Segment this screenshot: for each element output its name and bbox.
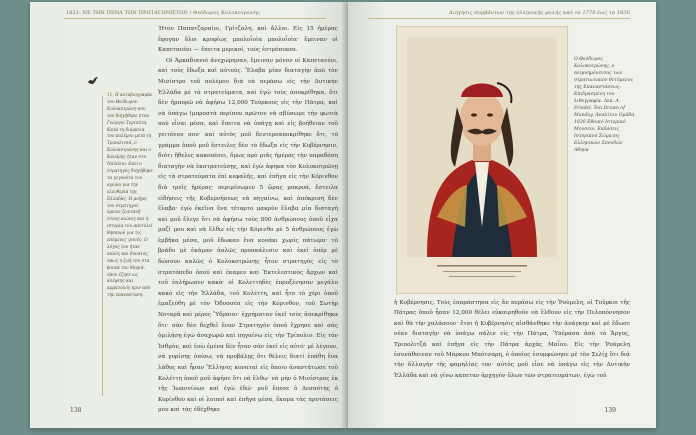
right-page <box>348 2 656 428</box>
page-number: 138 <box>70 407 82 414</box>
paragraph: Ήτον Παπατζαραίοι, Γρίτζαλη, καὶ ἄλλοι. Εἰς 15 ἡμέρας ἔφυγαν ὅλοι κρυφίως μπολοΐοὶα μπολοΐοὶα· ἔμειναν οἱ Καπετανέοι — ἔπειτα μερικοί, τοὺς ἐντρόπιασα. <box>158 26 338 54</box>
sidebar-rule <box>102 96 103 396</box>
paragraph: ἡ Κυβέρνησις. Τοὺς ἐπαράστησα εἰς ἄν περάσω εἰς τὴν Ῥούμελη, οἱ Τοῦρκοι τῆς Πάτρας ὁποῦ ἦσαν 12,000 θέλει εὐκαιρηθοῦν νὰ ἔλθουν εἰς τὴν Πελοπόννησον καὶ θὰ τὴν χαλάσουν· ἔτσι ἡ Κυβέρνησις αἰσθάνθηκε τὴν ἀνάγκην καὶ μὲ ἔδωσε νέαν διαταγὴν νὰ ὑπάγω πάλιν εἰς τὴν Πάτρα, Ὑπέρασα ἀπὸ τὸ Ἄργος, Τριπολιτζά καὶ ἐπῆγα εἰς τὴν Πάτρα ἀρχὰς Μαΐου. Εἰς τὴν Ῥούμελη ἐσυνάθαιναν τοῦ Μάρκου Μπότσαρη, ὁ ὁποῖος ἐσυμφώνησε μὲ τὸν Σελίχ ὅτι διὰ τὴν ἄλλαγὴν τῆς φαμηλίας τον· αὐτὸς μοῦ εἶπε νὰ ὑπάγω εἰς τὴν Δυτικὴν Ἑλλάδα καὶ νὰ γίνω καπεταν ἀρχηγὸν ὅλων τῶν στρατευμάτων, ἐγὼ τοῦ <box>394 300 630 379</box>
right-body-text <box>394 298 630 381</box>
open-book <box>30 0 670 432</box>
left-page <box>30 2 346 428</box>
caption-number: 11. <box>107 92 114 97</box>
side-caption <box>107 92 153 404</box>
left-body-text <box>158 24 338 416</box>
header-rule <box>368 18 630 19</box>
header-rule <box>64 18 326 19</box>
running-head: Διηγησις συμβάντων της ελληνικής φυλής από τα 1770 έως τα 1836 <box>449 10 630 16</box>
paragraph: Οἱ Ἀρκαδιανοὶ ἀνεχώρησαν, ἔμειναν μόνον οἱ Καπετανέοι, καὶ τοὺς ἔδωξα καὶ αὐτούς. Ἔλαβα μίαν διαταγὴν ἀπὸ τὸν Μινίστρο τοῦ πολέμου διὰ νὰ περάσω εἰς τὴν Δυτικὴν Ἑλλάδα μὲ τὰ στρατεύματα, καὶ ἐγὼ τοὺς ἀποκρίθηκα, ὅτι δὲν ἠμπορῶ νὰ ἀφήσω 12,000 Τούρκους εἰς τὴν Πάτρα, καὶ νὰ ὑπάγω (μπροστὰ περίπου πρῶτον νὰ σβύσωμε τὴν φωτιὰ ποὺ εἶναι μέσα, καὶ ἔπειτα νὰ ὑπάγῃ καὶ εἰς βοήθειαν τοῦ γειτόνου σου· καὶ αὐτὸς μοῦ δευτεροαποκρίθηκε ὅτι, τὸ γράμμα ὁποῦ μοῦ ἔστειλες δὲν τὸ ἔδωξα εἰς τὴν Κυβέρνησιν, διότι ἤθελες κακοπέσει, ὅμως πρὸ μιᾶς ἡμέρας τὴν παραδόση διαταγὴν νὰ ἐκστρατεύσῃς, καὶ ἐγὼ ἀφηκα τὸν Κολοκοτρῶνῃ εἰς τὰ στρατεύματα ἐπὶ κεφαλῆς, καὶ ἐπῆγα εἰς τὴν Κόρινθον διὰ τρεῖς ἡμέρας· περιμένωμεν 5 ὥρας μακρυά, ἔστειλα εἰδήσεις τῆς Κυβερνήσεως νὰ πηγαίνω, καὶ ἀπόκριση δὲν ἔλαβα· ἐγὼ ἐκεῖνα ἔνα τέταρτο μακρὺν ἔλαβα μία διαταγὴ καὶ μοῦ ἔλεγε ὅτι νὰ ἀφήσω τοὺς 800 ἀνθρώπους ὁποῦ εἶχα μαζί μου καὶ νὰ ἔλθω εἰς τὴν Κόρινθο μὲ 5 ἀνθρώπους ἐγὼ ἐμβῆκα μέσα, μοῦ ἔδωκαν ἕνα κονάκι χωρὶς πάτωμα· τὸ βράδυ μὲ ἐκάμαν ἀπλῶς προσκάλεσιν καὶ ἐκεῖ ὁπὲρ μὲ δώσουν καλῶς ὁ Κολοκοτρώνης ἦτον στρατηγὸς εἰς τὸ στρατόπεδο ὁπού καὶ ἐκαμεν καὶ Ἐκτελεστικὸς ἄρχων καὶ τοῦ ἐπλήρωσεν κακὰ· οἱ Κολεττηδὲς ἐπροξένησαν μεγάλο κακὸ εἰς τὴν Ἑλλάδα, τοῦ Κολέττη, καὶ ἦτο τὸ χέρι ὁποῦ ἐμαζεύθη μὲ τὸν Ὀδυσσέα εἰς τὴν Κόρινθον, τοῦ Σωτὴρ Νοταρᾶ καὶ μέρος Ὕδραιοι· ἐχρήματαν ἐκεῖ τοὺς ἀπεκρίθηκα ὅτι· σὰν δὲν δεχθεῖ ἕναν Στρατηγὸν ὁποῦ ἔχρησε καὶ σὰς ὁμιλήσῃ ἐγὼ ἀναχωρῶ καὶ πηγαίνω εἰς τὴν Τρίπολιν. Εἰς τὸν Ἰσθμὸν, καὶ ἐνὼ ἐμένα δὲν ἦταν σὰν ἐκεῖ εἰς αὐτό· μὲ λέγουν, νὰ γυρίσης ὀπίσω, νὰ προβάλῃς ὅτι θέλεις διατὶ ἐπάθη ἕνα λάθος καὶ ἦσαν Ἕλληνες κοναταὶ εἰς ὅποιο ἀναστάτωσε τοῦ Κολέττη ὁποῦ μοῦ ἀφήσε ὅτι νὰ ἔλθω· νὰ μὴν ὁ Μινίστρος ἐκ τῆς Ἰωαννίνων καὶ ἐγὼ ἐδῶ· μοῦ ἔπεσε ὁ Δεσπότης ὁ Κορίνθου καὶ οἱ λοιποὶ καὶ ἐπῆγα μέσα, ἔκαμα τὰς προτάσεις μου καὶ τὰς ἐδέχθηκε <box>158 57 338 414</box>
portrait-caption: Ο Θεόδωρος Κολοκοτρώνης, ο αειμνημόνευτος των στρατιωτικών θετύμενος της Επαναστάσεως. Επιδρασμένη του λιθογραφία. Λεκ. Α. Friedel, Ten Drawn of Munday, Αναλίτου Ομάδα 1830 Εθνικό Ιστορικό Μουσείο. Εκδόσεις Ιστορικού Σώματος Ελληνικών Σπουδών Αθηνα <box>574 57 635 153</box>
dove-icon <box>87 76 99 86</box>
caption-text: Η αυτοβιογραφία του Θεόδωρου Κολοκοτρώνη που τον διηγήθηκε στον Γεώργιο Τερτσέτη. Κατά τη διάρκεια του πολέμου μετά τη Τριπολιτσά, ο Κολοκοτρώνης και ο Κανάρης ήταν στο Ναύπλιο. Εκεί ο στρατηγός διηγήθηκε τα γεγονότα του αγώνα για την ελευθερία της Ελλάδας. Η μνήμη του στρατηγού έμεινε ζωντανή στους αιώνες και η ιστορία του αποτελεί θησαυρό για τις επόμενες γενιές. Ο λόγος του ήταν απλός και δυνατός, όπως η ζωή του στα βουνά του Μοριά, όπου έζησε ως κλέφτης και αρματολός πριν από την επανάσταση. <box>107 92 153 298</box>
page-number: 139 <box>604 407 616 414</box>
running-head: 1821: ΝΕ ΤΗΝ ΠΕΝΑ ΤΩΝ ΠΡΩΤΑΓΩΝΙΣΤΩΝ / Θεόδωρος Κολοκοτρώνης <box>66 10 261 16</box>
kolokotronis-portrait <box>396 26 568 294</box>
